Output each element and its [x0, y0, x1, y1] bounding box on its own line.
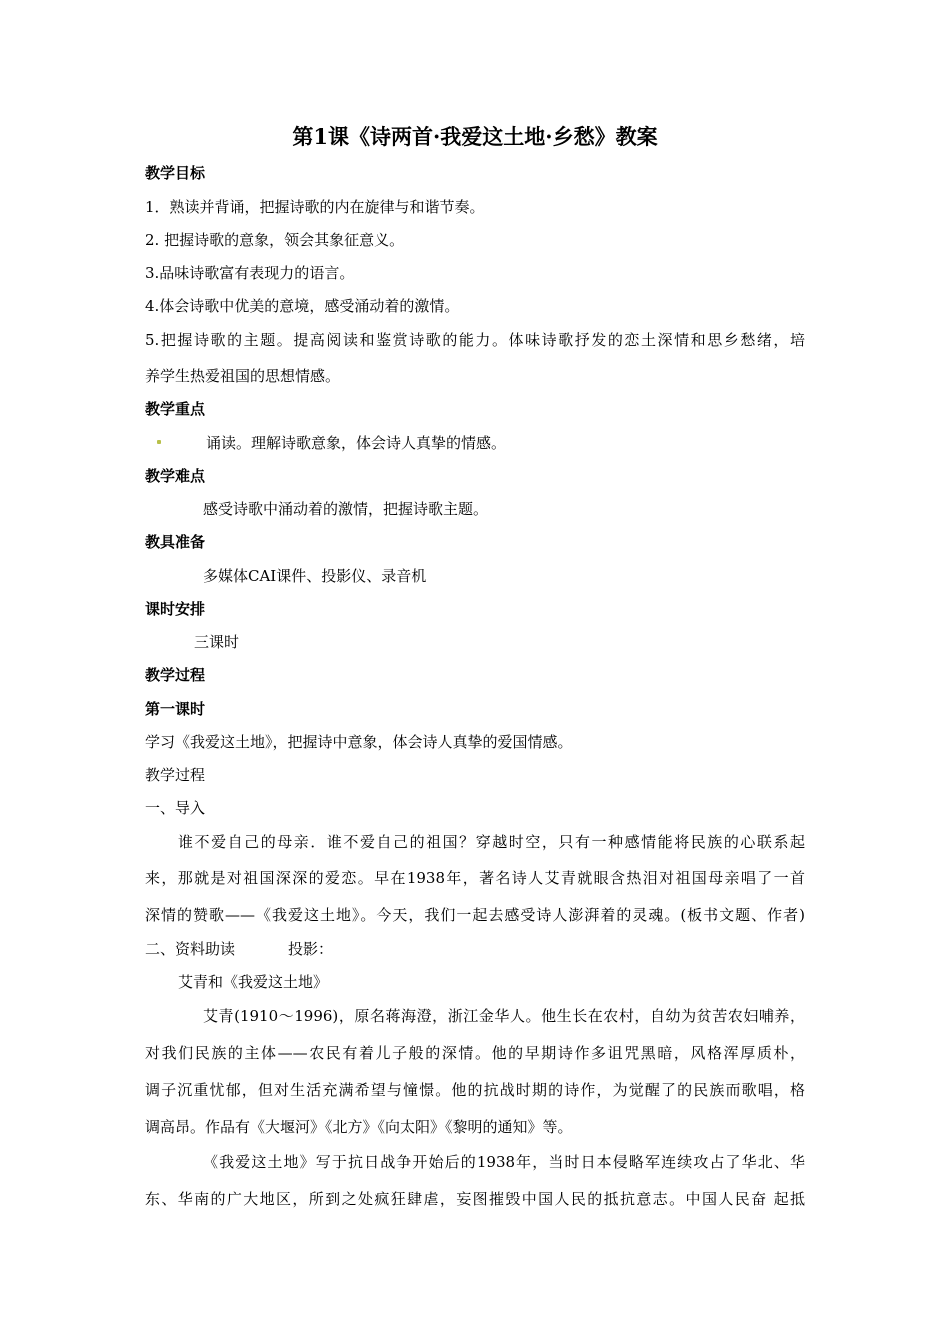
tools-text: 多媒体CAI课件、投影仪、录音机	[203, 567, 427, 585]
bio-line: 艾青(1910～1996)，原名蒋海澄，浙江金华人。他生长在农村，自幼为贫苦农妇哺养，	[203, 1007, 805, 1025]
objective-item: 5.把握诗歌的主题。提高阅读和鉴赏诗歌的能力。体味诗歌抒发的恋土深情和思乡愁绪，培	[145, 331, 805, 349]
objective-item: 2. 把握诗歌的意象，领会其象征意义。	[145, 231, 405, 249]
process-heading: 教学过程	[145, 666, 206, 684]
bio-line: 调子沉重忧郁，但对生活充满希望与憧憬。他的抗战时期的诗作，为觉醒了的民族而歌唱，格	[145, 1081, 805, 1099]
key-points-text: 诵读。理解诗歌意象，体会诗人真挚的情感。	[206, 434, 507, 452]
intro-line: 谁不爱自己的母亲．谁不爱自己的祖国？穿越时空，只有一种感情能将民族的心联系起	[178, 833, 805, 851]
page-title: 第1课《诗两首·我爱这土地·乡愁》教案	[292, 124, 658, 149]
intro-line: 深情的赞歌——《我爱这土地》。今天，我们一起去感受诗人澎湃着的灵魂。(板书文题、作者)	[145, 906, 805, 924]
bio-line: 调高昂。作品有《大堰河》《北方》《向太阳》《黎明的通知》等。	[145, 1118, 573, 1136]
objective-item: 养学生热爱祖国的思想情感。	[145, 367, 341, 385]
difficulties-heading: 教学难点	[145, 467, 206, 485]
intro-heading: 一、导入	[145, 799, 206, 817]
background-line: 东、华南的广大地区，所到之处疯狂肆虐，妄图摧毁中国人民的抵抗意志。中国人民奋 起抵	[145, 1190, 805, 1208]
process-subheading: 教学过程	[145, 766, 206, 784]
first-lesson-goal: 学习《我爱这土地》，把握诗中意象，体会诗人真挚的爱国情感。	[145, 733, 573, 751]
first-lesson-heading: 第一课时	[145, 700, 206, 718]
projection-label: 投影：	[288, 940, 334, 958]
background-line: 《我爱这土地》写于抗日战争开始后的1938年，当时日本侵略军连续攻占了华北、华	[203, 1153, 805, 1171]
bullet-marker	[157, 440, 161, 444]
tools-heading: 教具准备	[145, 533, 206, 551]
key-points-heading: 教学重点	[145, 400, 206, 418]
objective-item: 3.品味诗歌富有表现力的语言。	[145, 264, 355, 282]
schedule-text: 三课时	[194, 633, 240, 651]
objective-item: 1．熟读并背诵，把握诗歌的内在旋律与和谐节奏。	[145, 198, 485, 216]
reading-heading: 二、资料助读	[145, 940, 236, 958]
bio-line: 对我们民族的主体——农民有着儿子般的深情。他的早期诗作多诅咒黑暗，风格浑厚质朴，	[145, 1044, 805, 1062]
reading-subtitle: 艾青和《我爱这土地》	[178, 973, 329, 991]
intro-line: 来，那就是对祖国深深的爱恋。早在1938年，著名诗人艾青就眼含热泪对祖国母亲唱了一首	[145, 869, 805, 887]
difficulties-text: 感受诗歌中涌动着的激情，把握诗歌主题。	[203, 500, 489, 518]
schedule-heading: 课时安排	[145, 600, 206, 618]
objectives-heading: 教学目标	[145, 164, 206, 182]
objective-item: 4.体会诗歌中优美的意境，感受涌动着的激情。	[145, 297, 460, 315]
